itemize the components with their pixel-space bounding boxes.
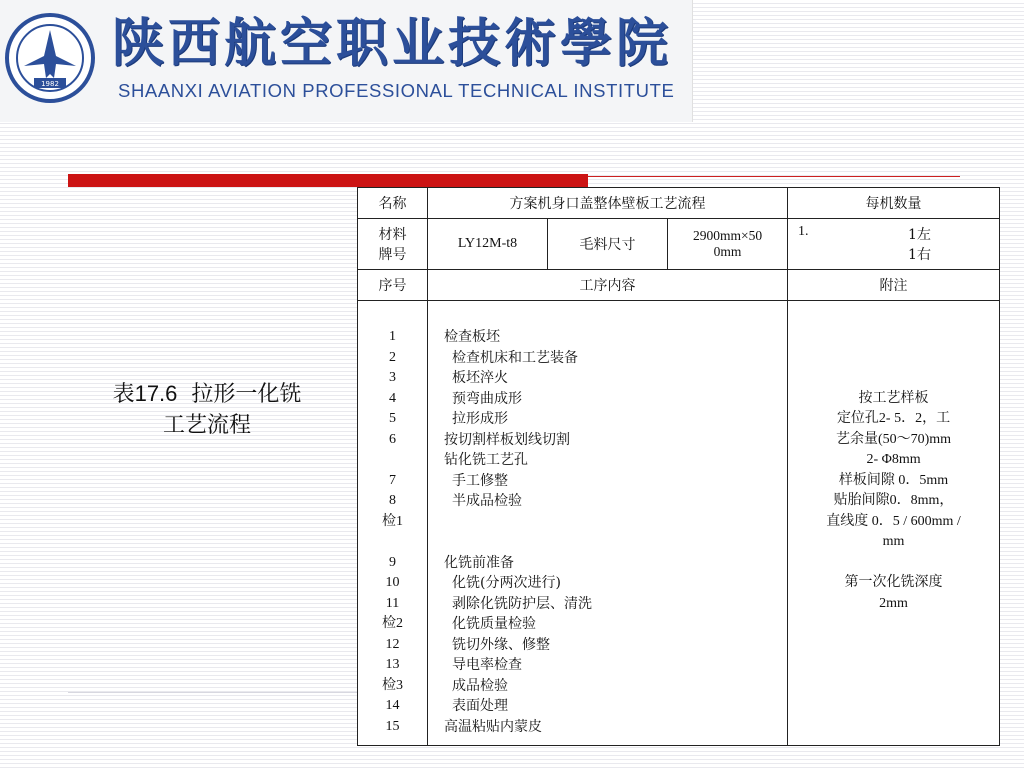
seq-number: 2 — [389, 349, 396, 365]
note-text: 艺余量(50～70)mm — [835, 431, 952, 447]
note-text — [788, 676, 999, 697]
step-text: 按切割样板划线切割 — [444, 431, 570, 448]
note-text: 样板间隙 0．5mm — [838, 472, 949, 488]
note-header: 附注 — [788, 270, 1000, 301]
note-text: 直线度 0．5 / 600mm / — [826, 513, 961, 529]
quantity-right: 1右 — [908, 247, 931, 263]
note-text: 第一次化铣深度 — [844, 575, 943, 590]
blank-size-line1: 2900mm×50 — [692, 228, 763, 243]
blank-size-label: 毛料尺寸 — [548, 219, 668, 270]
quantity-left: 1左 — [908, 227, 931, 243]
step-text: 检查板坯 — [444, 329, 500, 345]
seq-number: 检2 — [382, 616, 403, 631]
seq-number: 13 — [385, 657, 400, 672]
note-text — [788, 368, 999, 389]
blank-size-line2: 0mm — [713, 244, 742, 259]
note-text: 定位孔2- 5．2，工 — [836, 411, 951, 426]
note-text: 贴胎间隙0．8mm， — [833, 493, 954, 508]
blank-size-value — [668, 219, 788, 270]
material-label — [358, 219, 428, 270]
seq-number: 4 — [389, 390, 396, 406]
seq-column — [358, 301, 428, 746]
accent-bar — [68, 174, 588, 187]
note-text: 2mm — [879, 595, 908, 611]
name-label: 名称 — [358, 188, 428, 219]
note-text — [788, 717, 999, 738]
table-row — [358, 188, 1000, 219]
step-text: 钻化铣工艺孔 — [444, 452, 528, 468]
seq-number: 15 — [385, 718, 400, 734]
table-row — [358, 301, 1000, 746]
seq-header: 序号 — [358, 270, 428, 301]
note-text — [788, 553, 999, 574]
step-text: 导电率检查 — [452, 657, 522, 673]
seq-number: 12 — [385, 636, 400, 652]
step-text: 手工修整 — [452, 472, 508, 489]
step-text: 拉形成形 — [452, 411, 508, 427]
step-text: 检查机床和工艺装备 — [452, 349, 578, 366]
seq-number: 9 — [389, 554, 396, 570]
seq-number: 8 — [389, 493, 396, 508]
content-header: 工序内容 — [428, 270, 788, 301]
seq-number: 6 — [389, 431, 396, 447]
note-text — [788, 348, 999, 369]
step-text: 剥除化铣防护层、清洗 — [452, 595, 592, 612]
note-text — [788, 696, 999, 717]
step-text: 半成品检验 — [452, 493, 522, 509]
seq-number: 检1 — [382, 513, 403, 529]
seq-number: 3 — [389, 370, 396, 385]
seq-number — [358, 532, 427, 553]
note-text — [788, 635, 999, 656]
step-text: 成品检验 — [452, 677, 508, 694]
step-text — [428, 532, 787, 553]
svg-text:1982: 1982 — [41, 80, 59, 88]
note-text — [788, 327, 999, 348]
accent-rule — [588, 176, 960, 177]
table-row — [358, 219, 1000, 270]
caption-title-line2: 工艺流程 — [162, 413, 251, 438]
notes-column — [788, 301, 1000, 746]
step-text: 化铣前准备 — [444, 554, 514, 571]
seq-number: 11 — [385, 595, 400, 611]
process-table — [357, 187, 1000, 746]
caption-number: 17.6 — [134, 381, 178, 406]
seq-number: 7 — [389, 472, 396, 488]
step-text: 化铣(分两次进行) — [452, 575, 561, 591]
name-value: 方案机身口盖整体壁板工艺流程 — [428, 188, 788, 219]
seq-number: 5 — [389, 411, 396, 426]
seq-number — [358, 450, 427, 471]
step-text — [428, 512, 787, 533]
seq-number: 14 — [385, 698, 400, 713]
note-text — [788, 614, 999, 635]
institute-header — [0, 0, 693, 122]
step-text: 预弯曲成形 — [452, 390, 522, 407]
step-text: 化铣质量检验 — [452, 616, 536, 632]
institute-name-chinese: 陕西航空职业技術學院 — [112, 13, 673, 74]
seq-number: 1 — [389, 329, 396, 344]
material-label-line2: 牌号 — [378, 247, 407, 263]
table-header-row — [358, 270, 1000, 301]
note-text: 按工艺样板 — [858, 390, 929, 406]
step-text: 铣切外缘、修整 — [452, 636, 550, 653]
step-text: 表面处理 — [452, 698, 508, 714]
caption-title-line1: 拉形一化铣 — [191, 382, 302, 407]
institute-name-english: SHAANXI AVIATION PROFESSIONAL TECHNICAL INSTITUTE — [118, 80, 675, 101]
material-value: LY12M-t8 — [428, 219, 548, 270]
caption-prefix: 表 — [112, 382, 135, 407]
institute-emblem-icon — [4, 8, 96, 108]
note-text: 2- Φ8mm — [866, 452, 921, 467]
steps-column — [428, 301, 788, 746]
seq-number: 检3 — [382, 677, 403, 693]
seq-number: 10 — [385, 575, 400, 590]
quantity-index: 1. — [798, 224, 809, 239]
step-text: 板坯淬火 — [452, 370, 508, 386]
material-label-line1: 材料 — [378, 227, 407, 243]
table-caption — [72, 378, 342, 441]
note-text — [788, 655, 999, 676]
step-text: 高温粘贴内蒙皮 — [444, 718, 542, 735]
quantity-label: 每机数量 — [788, 188, 1000, 219]
quantity-value — [788, 219, 1000, 270]
note-text: mm — [882, 534, 905, 549]
